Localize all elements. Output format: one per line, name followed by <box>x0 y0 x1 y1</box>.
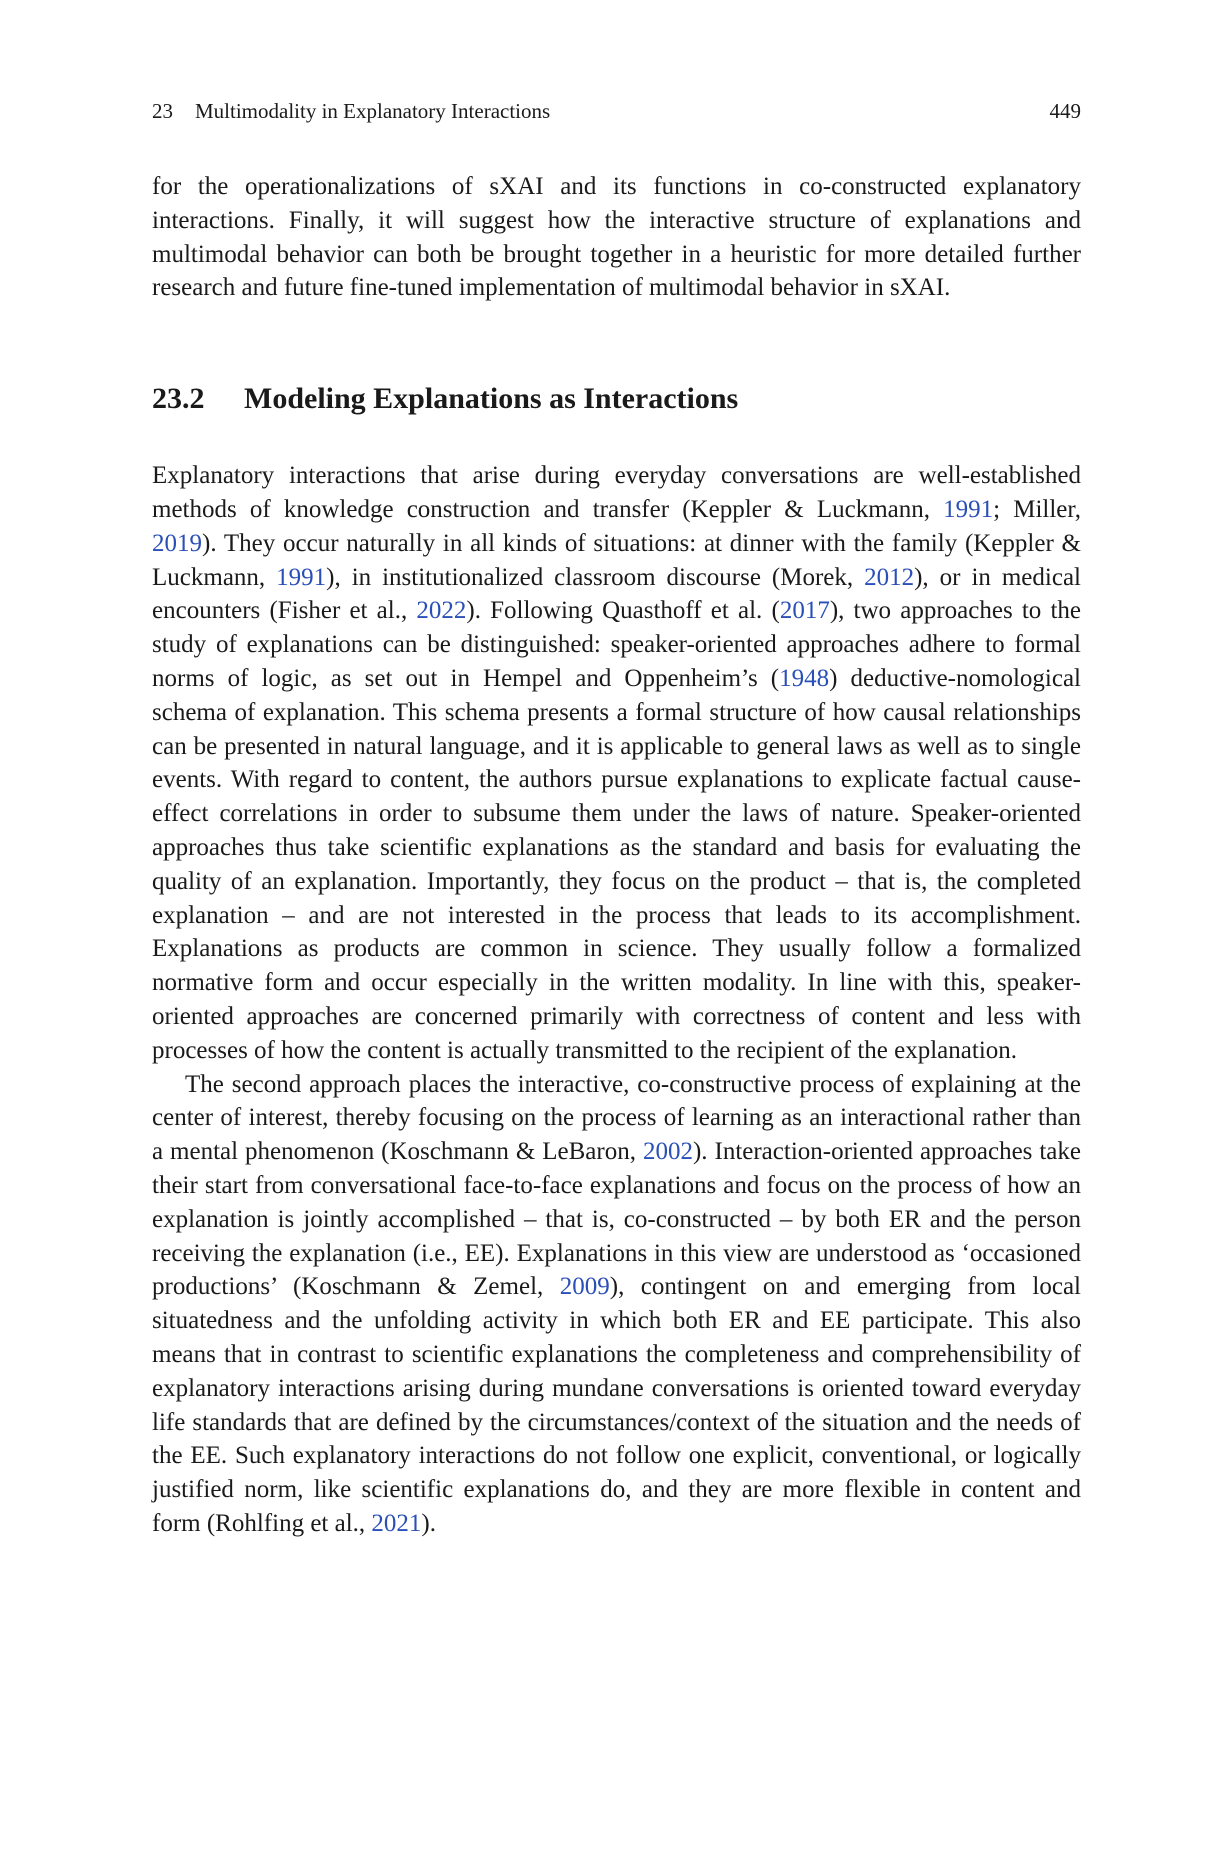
section-title: Modeling Explanations as Interactions <box>244 382 739 416</box>
citation-link[interactable]: 1991 <box>943 495 994 523</box>
book-page <box>152 96 1081 1541</box>
p2-text-2: ). Interaction-oriented approaches take their start from conversational face-to-face explanations and focus on the process of how an explanation is jointly accomplished – that is, co-constructed – by both ER and the person receiving the explanation (i.e., EE). Explanations in this view are understood as ‘occasioned productions’ (Koschmann & Zemel, <box>152 1138 1082 1301</box>
citation-link[interactable]: 2022 <box>416 597 467 625</box>
citation-link[interactable]: 2019 <box>152 529 202 557</box>
p2-text-1: The second approach places the interactive, co-constructive process of explaining at the center of interest, thereby focusing on the process of learning as an interactional rather than a mental phenomenon (Koschmann & LeBaron, <box>152 1070 1081 1166</box>
running-head-left <box>152 96 550 126</box>
section-heading <box>152 379 1081 419</box>
page-number: 449 <box>1049 99 1081 123</box>
citation-link[interactable]: 2017 <box>779 597 830 625</box>
intro-block <box>152 170 1081 305</box>
p1-text-2: ; Miller, <box>993 495 1081 523</box>
citation-link[interactable]: 2002 <box>642 1138 693 1166</box>
p2-text-3: ), contingent on and emerging from local situatedness and the unfolding activity in which both ER and EE participate. This also means that in contrast to scientific explanations the completeness and comprehensibility of explanatory interactions arising during mundane conversations is oriented toward everyday life standards that are defined by the circumstances/context of the situation and the needs of the EE. Such explanatory interactions do not follow one explicit, conventional, or logically justified norm, like scientific explanations do, and they are more flexible in content and form (Rohlfing et al., <box>152 1273 1081 1537</box>
section-body <box>152 459 1081 1541</box>
p1-text-3: ). They occur naturally in all kinds of situations: at dinner with the family (Keppler & Luckmann, <box>152 529 1081 591</box>
citation-link[interactable]: 1948 <box>779 664 830 692</box>
section-number: 23.2 <box>152 382 205 416</box>
running-head <box>152 96 1081 126</box>
citation-link[interactable]: 2021 <box>371 1509 422 1537</box>
p1-text-6: ). Following Quasthoff et al. ( <box>466 597 780 625</box>
paragraph-1 <box>152 459 1081 1067</box>
chapter-title: Multimodality in Explanatory Interactions <box>195 99 551 123</box>
citation-link[interactable]: 2012 <box>864 563 915 591</box>
p1-text-5: ), or in medical encounters (Fisher et al., <box>152 563 1081 625</box>
p1-text-7: ), two approaches to the study of explanations can be distinguished: speaker-oriented approaches adhere to formal norms of logic, as set out in Hempel and Oppenheim’s ( <box>152 597 1081 692</box>
citation-link[interactable]: 1991 <box>276 563 327 591</box>
p1-text-4: ), in institutionalized classroom discourse (Morek, <box>326 563 865 591</box>
p1-text-1: Explanatory interactions that arise during everyday conversations are well-established methods of knowledge construction and transfer (Keppler & Luckmann, <box>152 462 1081 523</box>
citation-link[interactable]: 2009 <box>559 1273 610 1301</box>
paragraph-2 <box>152 1068 1081 1541</box>
p1-text-8: ) deductive-nomological schema of explanation. This schema presents a formal structure of how causal relationships can be presented in natural language, and it is applicable to general laws as well as to single events. With regard to content, the authors pursue explanations to explicate factual cause-effect correlations in order to subsume them under the laws of nature. Speaker-oriented approaches thus take scientific explanations as the standard and basis for evaluating the quality of an explanation. Importantly, they focus on the product – that is, the completed explanation – and are not interested in the process that leads to its accomplishment. Explanations as products are common in science. They usually follow a formalized normative form and occur especially in the written modality. In line with this, speaker-oriented approaches are concerned primarily with correctness of content and less with processes of how the content is actually transmitted to the recipient of the explanation. <box>152 664 1081 1064</box>
chapter-number: 23 <box>152 99 173 123</box>
intro-paragraph: for the operationalizations of sXAI and its functions in co-constructed explanatory interactions. Finally, it will suggest how the interactive structure of explanations and multimodal behavior can both be brought together in a heuristic for more detailed further research and future fine-tuned implementation of multimodal behavior in sXAI. <box>152 173 1081 302</box>
p2-text-4: ). <box>421 1509 436 1537</box>
